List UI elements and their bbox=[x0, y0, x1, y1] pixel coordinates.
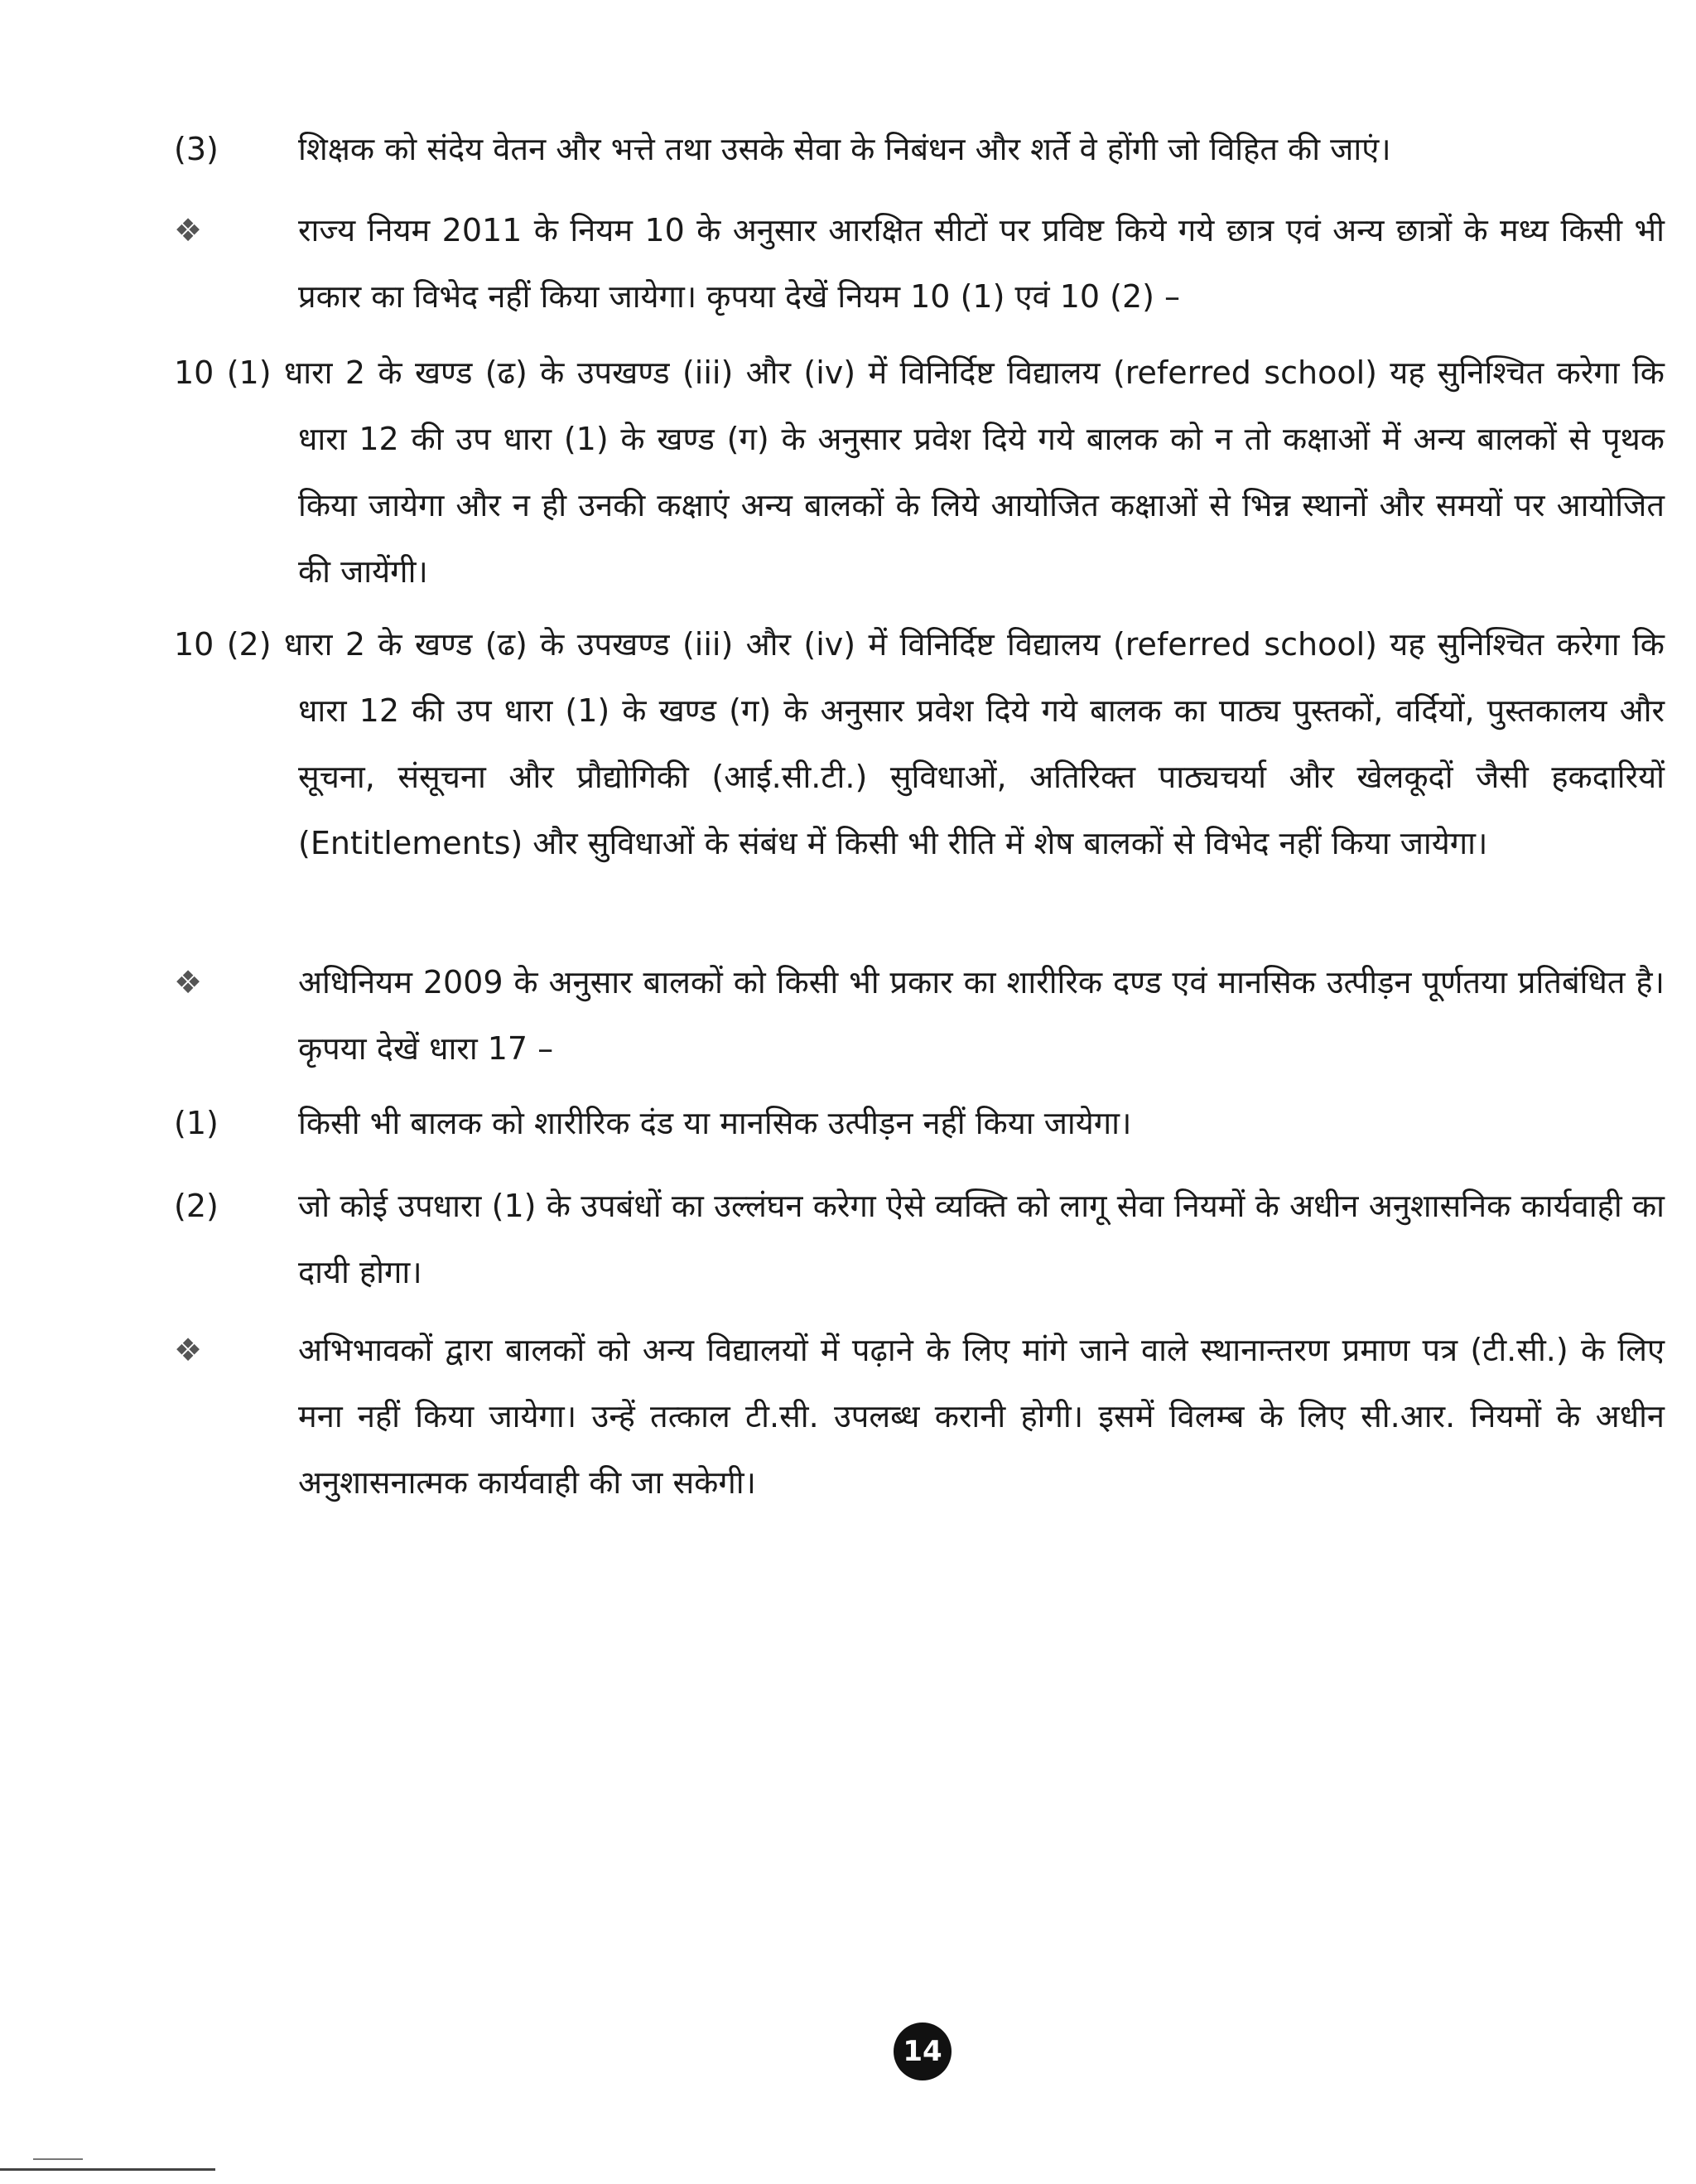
clause-marker: (1) bbox=[174, 1105, 219, 1141]
rule-10-1 bbox=[174, 340, 1665, 605]
bullet-text: अभिभावकों द्वारा बालकों को अन्य विद्यालयों में पढ़ाने के लिए मांगे जाने वाले स्थानान्तरण प्रमाण पत्र (टी.सी.) के लिए मना नहीं किया जायेगा। उन्हें तत्काल टी.सी. उपलब्ध करानी होगी। इसमें विलम्ब के लिए सी.आर. नियमों के अधीन अनुशासनात्मक कार्यवाही की जा सकेगी। bbox=[298, 1332, 1665, 1501]
rule-10-2 bbox=[174, 611, 1665, 876]
clause-3 bbox=[174, 116, 1665, 182]
bullet-text: अधिनियम 2009 के अनुसार बालकों को किसी भी प्रकार का शारीरिक दण्ड एवं मानसिक उत्पीड़न पूर्णतया प्रतिबंधित है। कृपया देखें धारा 17 – bbox=[298, 964, 1665, 1067]
clause-marker: (2) bbox=[174, 1188, 219, 1224]
bullet-act-2009 bbox=[174, 949, 1665, 1082]
bullet-text: राज्य नियम 2011 के नियम 10 के अनुसार आरक्षित सीटों पर प्रविष्ट किये गये छात्र एवं अन्य छात्रों के मध्य किसी भी प्रकार का विभेद नहीं किया जायेगा। कृपया देखें नियम 10 (1) एवं 10 (2) – bbox=[298, 212, 1665, 315]
diamond-bullet-icon: ❖ bbox=[174, 1332, 203, 1368]
section-17-1 bbox=[174, 1090, 1665, 1156]
rule-text: 10 (1) धारा 2 के खण्ड (ढ) के उपखण्ड (iii) और (iv) में विनिर्दिष्ट विद्यालय (referred school) यह सुनिश्चित करेगा कि धारा 12 की उप धारा (1) के खण्ड (ग) के अनुसार प्रवेश दिये गये बालक को न तो कक्षाओं में अन्य बालकों से पृथक किया जायेगा और न ही उनकी कक्षाएं अन्य बालकों के लिये आयोजित कक्षाओं से भिन्न स्थानों और समयों पर आयोजित की जायेंगी। bbox=[174, 354, 1665, 590]
footer-rule bbox=[0, 2168, 215, 2171]
section-17-2 bbox=[174, 1173, 1665, 1305]
diamond-bullet-icon: ❖ bbox=[174, 964, 203, 1000]
clause-text: जो कोई उपधारा (1) के उपबंधों का उल्लंघन करेगा ऐसे व्यक्ति को लागू सेवा नियमों के अधीन अनुशासनिक कार्यवाही का दायी होगा। bbox=[298, 1188, 1665, 1290]
clause-text: किसी भी बालक को शारीरिक दंड या मानसिक उत्पीड़न नहीं किया जायेगा। bbox=[298, 1105, 1132, 1141]
bullet-rule-2011 bbox=[174, 197, 1665, 330]
page-number: 14 bbox=[894, 2022, 952, 2080]
bullet-transfer-certificate bbox=[174, 1317, 1665, 1516]
rule-text: 10 (2) धारा 2 के खण्ड (ढ) के उपखण्ड (iii) और (iv) में विनिर्दिष्ट विद्यालय (referred school) यह सुनिश्चित करेगा कि धारा 12 की उप धारा (1) के खण्ड (ग) के अनुसार प्रवेश दिये गये बालक का पाठ्य पुस्तकों, वर्दियों, पुस्तकालय और सूचना, संसूचना और प्रौद्योगिकी (आई.सी.टी.) सुविधाओं, अतिरिक्त पाठ्यचर्या और खेलकूदों जैसी हकदारियों (Entitlements) और सुविधाओं के संबंध में किसी भी रीति में शेष बालकों से विभेद नहीं किया जायेगा। bbox=[174, 626, 1665, 861]
clause-marker: (3) bbox=[174, 131, 219, 167]
clause-text: शिक्षक को संदेय वेतन और भत्ते तथा उसके सेवा के निबंधन और शर्ते वे होंगी जो विहित की जाएं। bbox=[298, 131, 1391, 167]
footer-rule-short bbox=[33, 2158, 83, 2160]
diamond-bullet-icon: ❖ bbox=[174, 212, 203, 248]
